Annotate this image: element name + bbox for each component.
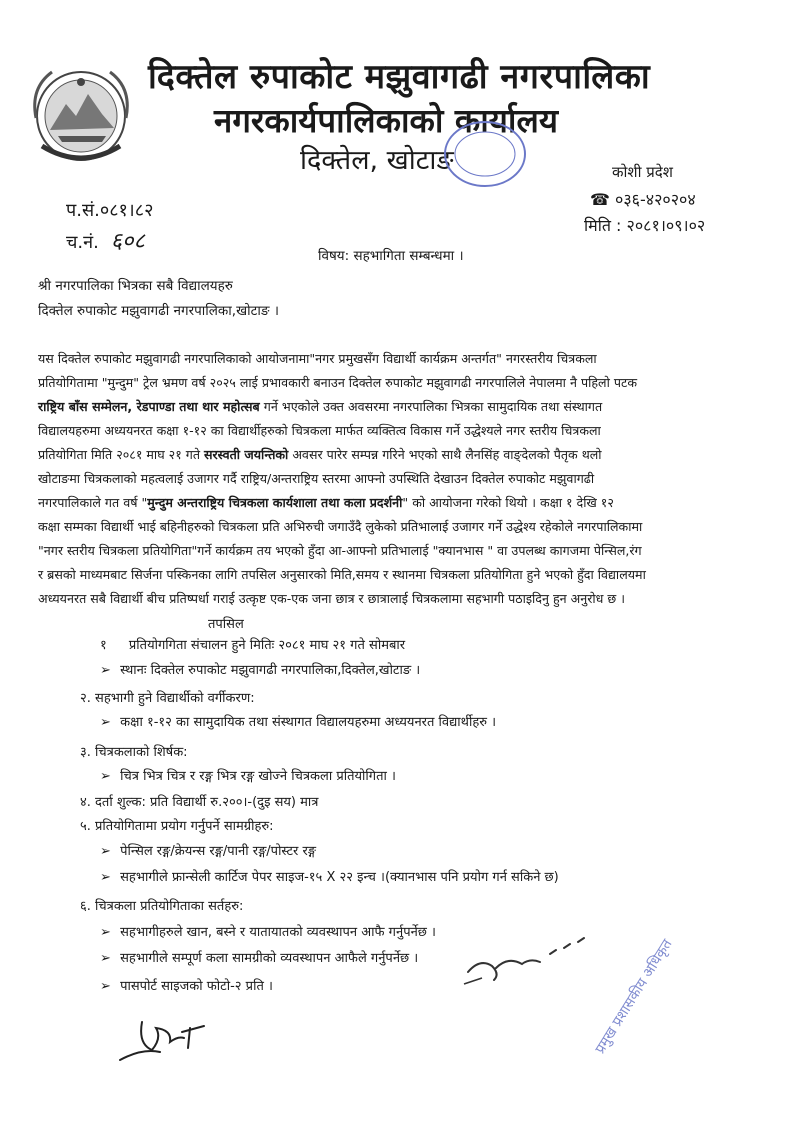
schedule-heading: २. सहभागी हुने विद्यार्थीको वर्गीकरण:: [80, 691, 255, 706]
arrow-bullet-icon: ➢: [100, 925, 111, 940]
addressee-line-2: दिक्तेल रुपाकोट मझुवागढी नगरपालिका,खोटाङ ।: [38, 303, 279, 319]
schedule-subitem: [100, 867, 559, 885]
dispatch-number-label: च.नं.: [66, 232, 99, 253]
schedule-subitem-text: पासपोर्ट साइजको फोटो-२ प्रति ।: [120, 979, 273, 994]
body-text: नगरपालिकाले गत वर्ष ": [38, 495, 148, 510]
schedule-subitem-text: चित्र भित्र चित्र र रङ्ग भित्र रङ्ग खोज्ने चित्रकला प्रतियोगिता ।: [120, 769, 396, 784]
body-line: प्रतियोगितामा "मुन्दुम" ट्रेल भ्रमण वर्ष २०२५ लाई प्रभावकारी बनाउन दिक्तेल रुपाकोट मझुवागढी नगरपालिले नेपालमा नै पहिलो पटक: [38, 375, 638, 390]
body-line: खोटाङमा चित्रकलाको महत्वलाई उजागर गर्दै राष्ट्रिय/अन्तराष्ट्रिय स्तरमा आफ्नो उपस्थिति देखाउन दिक्तेल रुपाकोट मझुवागढी: [38, 471, 595, 486]
body-line: [38, 494, 614, 511]
office-location: दिक्तेल, खोटाङ: [300, 145, 454, 176]
body-bold-text: राष्ट्रिय बाँस सम्मेलन, रेडपाण्डा तथा थार महोत्सब: [38, 399, 260, 414]
body-line: विद्यालयहरुमा अध्ययनरत कक्षा १-१२ का विद्यार्थीहरुको चित्रकला मार्फत व्यक्तित्व विकास गर्ने उद्धेश्यले नगर स्तरीय चित्रकला: [38, 423, 601, 438]
schedule-subitem-text: सहभागीले सम्पूर्ण कला सामग्रीको व्यवस्थापन आफैले गर्नुपर्नेछ ।: [120, 951, 419, 966]
office-stamp: [440, 118, 530, 190]
initial-signature: [112, 1008, 222, 1068]
schedule-subitem: [100, 841, 316, 859]
schedule-subitem: [100, 766, 396, 784]
arrow-bullet-icon: ➢: [100, 663, 111, 678]
schedule-subitem-text: पेन्सिल रङ्ग/क्रेयन्स रङ्ग/पानी रङ्ग/पोस्टर रङ्ग: [120, 844, 317, 859]
body-bold-text: सरस्वती जयन्तिको: [204, 447, 289, 462]
body-line: कक्षा सम्मका विद्यार्थी भाई बहिनीहरुको चित्रकला प्रति अभिरुची जगाउँदै लुकेको प्रतिभालाई उजागर गर्ने उद्धेश्य रहेकोले नगरपालिकामा: [38, 519, 643, 534]
schedule-subitem: [100, 922, 436, 940]
officer-stamp: [548, 896, 738, 1057]
phone-row: [590, 188, 696, 210]
dispatch-number-row: [66, 225, 145, 255]
schedule-subitem-text: सहभागीहरुले खान, बस्ने र यातायातको व्यवस्थापन आफै गर्नुपर्नेछ ।: [120, 925, 436, 940]
schedule-title: तपसिल: [208, 617, 244, 632]
dispatch-number-handwritten: ६०८: [110, 229, 145, 254]
municipality-emblem: [22, 58, 140, 178]
schedule-subitem: [100, 976, 273, 994]
body-text: अवसर पारेर सम्पन्न गरिने भएको साथै लैनसिंह वाङ्देलको पैतृक थलो: [288, 447, 602, 462]
body-text: प्रतियोगिता मिति २०८१ माघ २१ गते: [38, 447, 205, 462]
body-line: [38, 446, 602, 463]
reference-number: प.सं.०८१।८२: [66, 200, 154, 221]
officer-stamp-text: प्रमुख प्रशासकीय अधिकृत: [592, 936, 676, 1057]
body-bold-text: मुन्दुम अन्तराष्ट्रिय चित्रकला कार्यशाला तथा कला प्रदर्शनी: [147, 495, 403, 510]
schedule-item-number: १: [100, 638, 107, 653]
schedule-heading: ६. चित्रकला प्रतियोगिताका सर्तहरु:: [80, 899, 244, 914]
schedule-subitem-text: सहभागीले फ्रान्सेली कार्टिज पेपर साइज-१५ X २२ इन्च ।(क्यानभास पनि प्रयोग गर्न सकिने छ): [120, 870, 559, 885]
body-text: गर्ने भएकोले उक्त अवसरमा नगरपालिका भित्रका सामुदायिक तथा संस्थागत: [259, 399, 603, 414]
arrow-bullet-icon: ➢: [100, 951, 111, 966]
province-name: कोशी प्रदेश: [612, 163, 673, 181]
body-text: " को आयोजना गरेको थियो । कक्षा १ देखि १२: [402, 495, 614, 510]
schedule-subitem: [100, 948, 418, 966]
schedule-subitem: [100, 712, 496, 730]
body-line: यस दिक्तेल रुपाकोट मझुवागढी नगरपालिकाको आयोजनामा"नगर प्रमुखसँग विद्यार्थी कार्यक्रम अन्तर्गत" नगरस्तरीय चित्रकला: [38, 351, 597, 366]
arrow-bullet-icon: ➢: [100, 870, 111, 885]
arrow-bullet-icon: ➢: [100, 769, 111, 784]
schedule-subitem-text: स्थानः दिक्तेल रुपाकोट मझुवागढी नगरपालिका,दिक्तेल,खोटाङ ।: [120, 663, 421, 678]
body-line: र ब्रसको माध्यमबाट सिर्जना पस्किनका लागि तपसिल अनुसारको मिति,समय र स्थानमा चित्रकला प्रतियोगिता हुने भएको हुँदा विद्यालयमा: [38, 567, 646, 582]
subject-line: विषय: सहभागिता सम्बन्धमा ।: [318, 248, 464, 264]
schedule-subitem: [100, 660, 420, 678]
body-line: अध्ययनरत सबै विद्यार्थी बीच प्रतिष्पर्धा गराई उत्कृष्ट एक-एक जना छात्र र छात्रालाई चित्रकलामा सहभागी पठाइदिनु हुन अनुरोध छ ।: [38, 591, 626, 606]
body-line: [38, 398, 602, 415]
body-line: "नगर स्तरीय चित्रकला प्रतियोगिता"गर्ने कार्यक्रम तय भएको हुँदा आ-आफ्नो प्रतिभालाई "क्यानभास " वा उपलब्ध कागजमा पेन्सिल,रंग: [38, 543, 642, 558]
schedule-heading: ४. दर्ता शुल्क: प्रति विद्यार्थी रु.२००।-(दुइ सय) मात्र: [80, 795, 319, 810]
municipality-name: दिक्तेल रुपाकोट मझुवागढी नगरपालिका: [148, 57, 651, 97]
office-name: नगरकार्यपालिकाको कार्यालय: [214, 101, 558, 140]
schedule-item-1: [100, 635, 405, 653]
arrow-bullet-icon: ➢: [100, 844, 111, 859]
schedule-heading: ५. प्रतियोगितामा प्रयोग गर्नुपर्ने सामग्रीहरु:: [80, 819, 274, 834]
phone-icon: ☎: [590, 190, 610, 209]
arrow-bullet-icon: ➢: [100, 715, 111, 730]
addressee-line-1: श्री नगरपालिका भित्रका सबै विद्यालयहरु: [38, 278, 233, 294]
schedule-heading: ३. चित्रकलाको शिर्षक:: [80, 745, 188, 760]
letter-date: मिति : २०८१।०९।०२: [584, 216, 706, 235]
schedule-item-text: प्रतियोगगिता संचालन हुने मितिः २०८१ माघ २१ गते सोमबार: [128, 638, 406, 653]
schedule-subitem-text: कक्षा १-१२ का सामुदायिक तथा संस्थागत विद्यालयहरुमा अध्ययनरत विद्यार्थीहरु ।: [120, 715, 497, 730]
phone-number: ०३६-४२०२०४: [615, 190, 696, 209]
arrow-bullet-icon: ➢: [100, 979, 111, 994]
